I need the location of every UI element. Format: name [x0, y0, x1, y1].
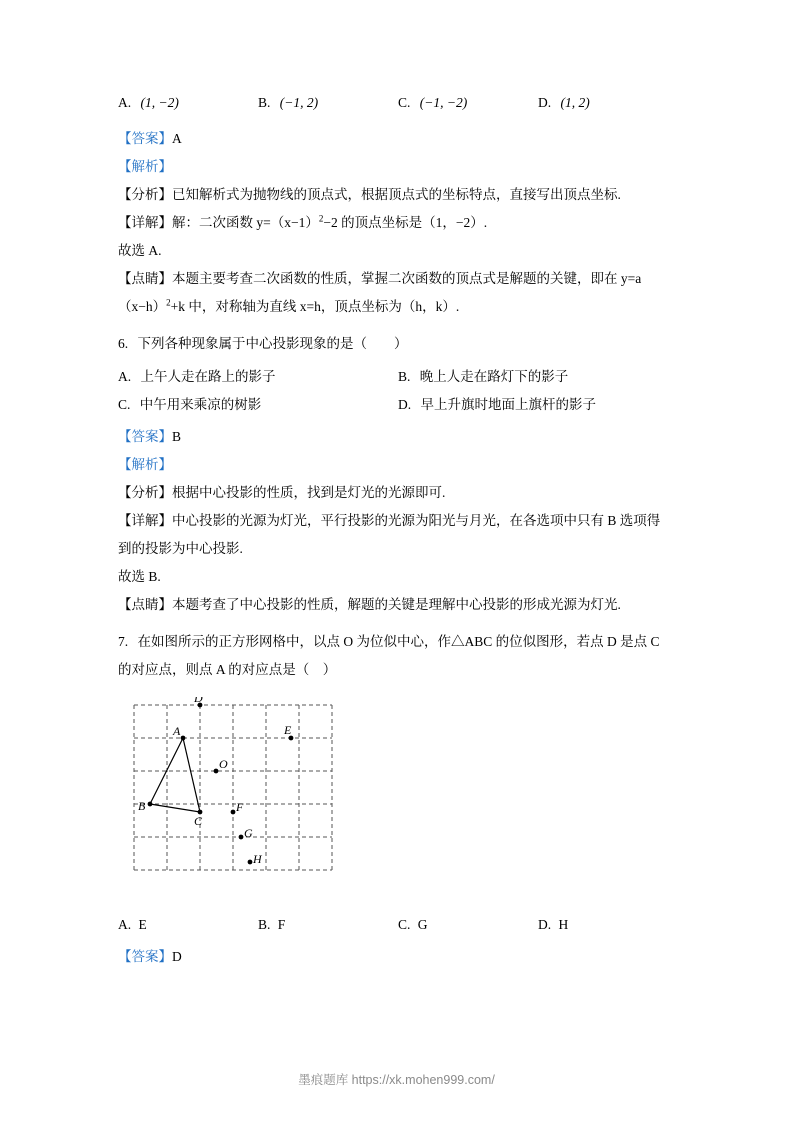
q6-option-a-text: 上午人走在路上的影子	[140, 369, 276, 384]
q6-fenxi-text: 根据中心投影的性质，找到是灯光的光源即可.	[172, 485, 446, 500]
q7-options-row	[118, 917, 678, 933]
q5-xiangjie-label: 【详解】	[118, 215, 172, 230]
q6-fenxi-line	[118, 479, 678, 506]
q6-xiangjie-text1: 中心投影的光源为灯光，平行投影的光源为阳光与月光，在各选项中只有 B 选项得	[172, 513, 661, 528]
q7-option-b-text: F	[277, 917, 286, 932]
q7-stem-line2: 的对应点，则点 A 的对应点是（ ）	[118, 662, 337, 677]
q5-option-a	[118, 95, 258, 111]
q6-fenxi-label: 【分析】	[118, 485, 172, 500]
q6-analysis-label: 【解析】	[118, 457, 172, 472]
q6-answer-line	[118, 423, 678, 450]
figure-label-H: H	[253, 852, 262, 866]
q6-option-d-label: D.	[398, 397, 412, 412]
q6-xiangjie-line2: 到的投影为中心投影.	[118, 541, 243, 556]
q5-option-d-label: D.	[538, 95, 552, 110]
q7-option-c-label: C.	[398, 917, 411, 932]
q6-option-c	[118, 393, 398, 413]
q6-options-row-2	[118, 393, 678, 413]
q6-option-d	[398, 393, 678, 413]
q6-xiangjie-line1	[118, 507, 678, 534]
q5-answer-label: 【答案】	[118, 131, 172, 146]
q5-option-a-text: (1, −2)	[140, 95, 179, 110]
q5-option-a-label: A.	[118, 95, 132, 110]
q7-option-b	[258, 917, 398, 933]
q7-number: 7.	[118, 634, 129, 649]
q7-answer-line	[118, 943, 678, 970]
q6-option-c-label: C.	[118, 397, 131, 412]
figure-label-E: E	[284, 723, 292, 737]
q7-option-d-text: H	[558, 917, 569, 932]
q7-stem-text-1: 在如图所示的正方形网格中，以点 O 为位似中心，作△ABC 的位似图形，若点 D 是点 C	[137, 634, 660, 649]
page-footer: 墨痕题库 https://xk.mohen999.com/	[298, 1073, 495, 1087]
q5-dianjing-text1: 本题主要考查二次函数的性质，掌握二次函数的顶点式是解题的关键，即在 y=a	[172, 271, 642, 286]
q5-option-c-label: C.	[398, 95, 411, 110]
q7-option-b-label: B.	[258, 917, 271, 932]
q5-answer-value: A	[172, 131, 182, 146]
q6-number: 6.	[118, 336, 129, 351]
q7-option-a	[118, 917, 258, 933]
figure-label-F: F	[236, 800, 244, 814]
figure-label-D: D	[194, 697, 203, 705]
q7-stem-line1	[118, 628, 678, 655]
figure-label-A: A	[173, 724, 181, 738]
q6-dianjing-line	[118, 591, 678, 618]
q5-xiangjie-sup: 2	[318, 213, 324, 224]
q5-answer-line	[118, 125, 678, 152]
q5-option-c-text: (−1, −2)	[419, 95, 468, 110]
q5-fenxi-line	[118, 181, 678, 208]
q6-stem	[118, 330, 678, 357]
q5-gu-xuan: 故选 A.	[118, 243, 162, 258]
q5-dianjing-line2-pre: （x−h）	[118, 299, 167, 314]
q5-fenxi-text: 已知解析式为抛物线的顶点式，根据顶点式的坐标特点，直接写出顶点坐标.	[172, 187, 621, 202]
figure-label-O: O	[219, 757, 228, 771]
q5-xiangjie-text-post: −2 的顶点坐标是（1，−2）.	[323, 215, 488, 230]
figure-label-C: C	[194, 814, 203, 828]
q7-answer-label: 【答案】	[118, 949, 172, 964]
q5-option-c	[398, 95, 538, 111]
q6-options-row-1	[118, 365, 678, 385]
q5-dianjing-line2-post: +k 中，对称轴为直线 x=h，顶点坐标为（h，k）.	[170, 299, 460, 314]
q5-options-row	[118, 95, 678, 111]
q5-dianjing-line2	[118, 293, 678, 320]
q5-dianjing-label: 【点睛】	[118, 271, 172, 286]
q6-option-c-text: 中午用来乘凉的树影	[139, 397, 262, 412]
q6-option-d-text: 早上升旗时地面上旗杆的影子	[420, 397, 596, 412]
q7-option-d	[538, 917, 678, 933]
q6-dianjing-text: 本题考查了中心投影的性质，解题的关键是理解中心投影的形成光源为灯光.	[172, 597, 621, 612]
q7-option-a-label: A.	[118, 917, 132, 932]
q7-figure	[126, 697, 678, 907]
q5-xiangjie-text-pre: 解：二次函数 y=（x−1）	[172, 215, 319, 230]
q6-option-b-label: B.	[398, 369, 411, 384]
q7-answer-value: D	[172, 949, 182, 964]
q6-option-a-label: A.	[118, 369, 132, 384]
q5-option-d-text: (1, 2)	[560, 95, 590, 110]
q7-option-c-text: G	[417, 917, 428, 932]
q5-dianjing-line2-sup: 2	[166, 297, 171, 308]
q7-option-d-label: D.	[538, 917, 552, 932]
figure-label-B: B	[138, 799, 146, 813]
q5-option-b-text: (−1, 2)	[279, 95, 319, 110]
document-content	[118, 95, 678, 971]
q6-gu-xuan: 故选 B.	[118, 569, 161, 584]
q5-analysis-label: 【解析】	[118, 159, 172, 174]
q6-option-b-text: 晚上人走在路灯下的影子	[419, 369, 569, 384]
q6-analysis-line	[118, 451, 678, 478]
q5-analysis-line	[118, 153, 678, 180]
q5-option-b	[258, 95, 398, 111]
q6-answer-value: B	[172, 429, 182, 444]
q6-xiangjie-label: 【详解】	[118, 513, 172, 528]
q6-answer-label: 【答案】	[118, 429, 172, 444]
q6-dianjing-label: 【点睛】	[118, 597, 172, 612]
q6-stem-text: 下列各种现象属于中心投影现象的是（ ）	[137, 336, 408, 351]
q6-option-a	[118, 365, 398, 385]
q5-xiangjie-line	[118, 209, 678, 236]
similar-figure-svg	[126, 697, 356, 902]
q5-option-b-label: B.	[258, 95, 271, 110]
figure-label-G: G	[244, 826, 253, 840]
q7-option-a-text: E	[138, 917, 147, 932]
q5-fenxi-label: 【分析】	[118, 187, 172, 202]
q5-dianjing-line1	[118, 265, 678, 292]
q7-option-c	[398, 917, 538, 933]
q6-option-b	[398, 365, 678, 385]
q5-option-d	[538, 95, 678, 111]
